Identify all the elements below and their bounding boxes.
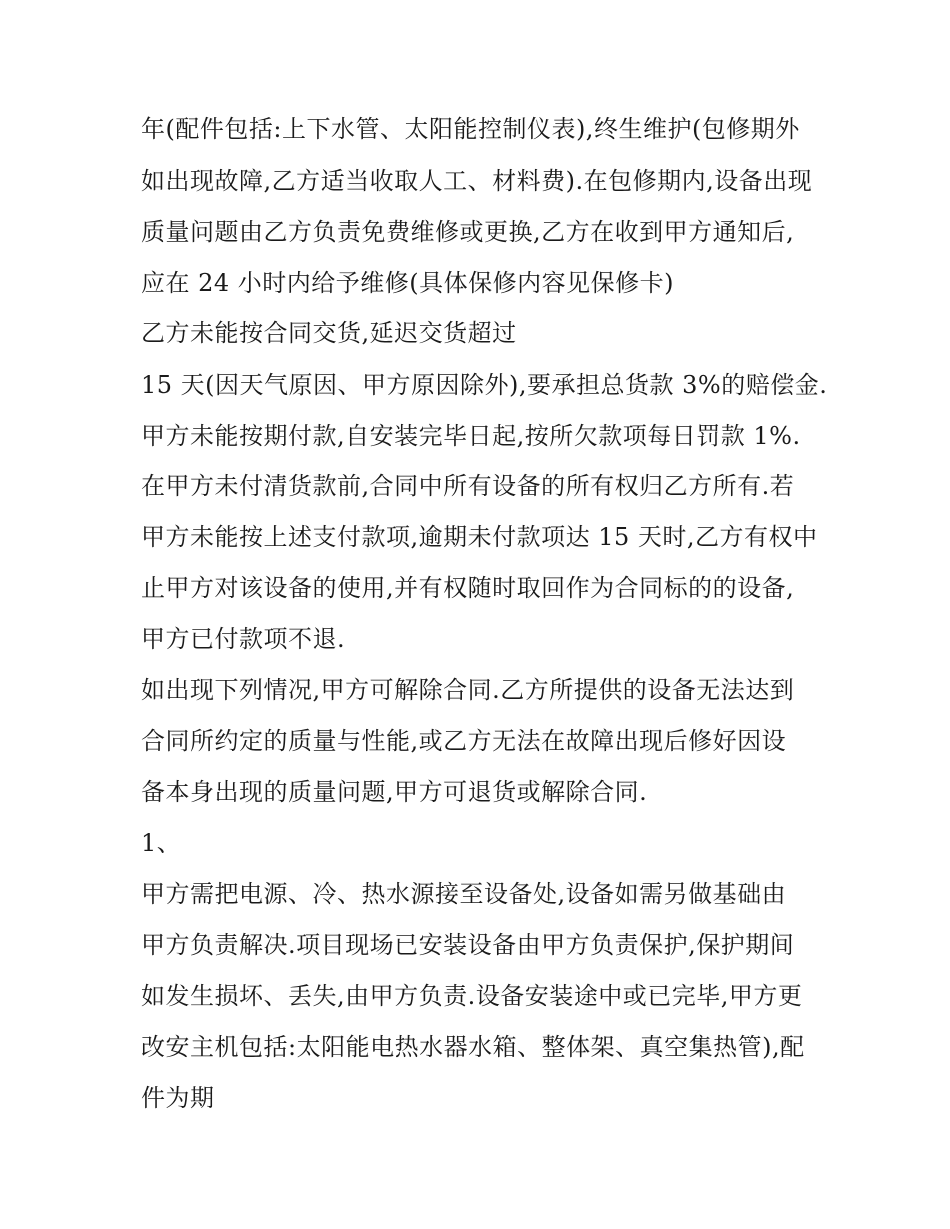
text-line: 如发生损坏、丢失,由甲方负责.设备安装途中或已完毕,甲方更	[141, 982, 803, 1010]
text-line: 如出现故障,乙方适当收取人工、材料费).在包修期内,设备出现	[141, 167, 813, 195]
text-line: 件为期	[141, 1084, 215, 1112]
text-line: 年(配件包括:上下水管、太阳能控制仪表),终生维护(包修期外	[141, 115, 800, 143]
list-marker: 1、	[141, 829, 182, 857]
text-line: 甲方已付款项不退.	[141, 625, 346, 653]
text-line: 15 天(因天气原因、甲方原因除外),要承担总货款 3%的赔偿金.	[141, 371, 828, 399]
text-line: 甲方负责解决.项目现场已安装设备由甲方负责保护,保护期间	[141, 931, 795, 959]
text-line: 质量问题由乙方负责免费维修或更换,乙方在收到甲方通知后,	[141, 218, 795, 246]
text-line: 备本身出现的质量问题,甲方可退货或解除合同.	[141, 778, 648, 806]
text-line: 甲方未能按期付款,自安装完毕日起,按所欠款项每日罚款 1%.	[141, 422, 801, 450]
text-line: 甲方需把电源、冷、热水源接至设备处,设备如需另做基础由	[141, 880, 787, 908]
text-line: 甲方未能按上述支付款项,逾期未付款项达 15 天时,乙方有权中	[141, 523, 818, 551]
text-line: 应在 24 小时内给予维修(具体保修内容见保修卡)	[141, 269, 675, 297]
text-line: 在甲方未付清货款前,合同中所有设备的所有权归乙方所有.若	[141, 472, 795, 500]
text-line: 乙方未能按合同交货,延迟交货超过	[141, 319, 517, 347]
text-line: 如出现下列情况,甲方可解除合同.乙方所提供的设备无法达到	[141, 676, 795, 704]
text-line: 合同所约定的质量与性能,或乙方无法在故障出现后修好因设	[141, 727, 787, 755]
text-line: 改安主机包括:太阳能电热水器水箱、整体架、真空集热管),配	[141, 1033, 805, 1061]
text-line: 止甲方对该设备的使用,并有权随时取回作为合同标的的设备,	[141, 574, 795, 602]
